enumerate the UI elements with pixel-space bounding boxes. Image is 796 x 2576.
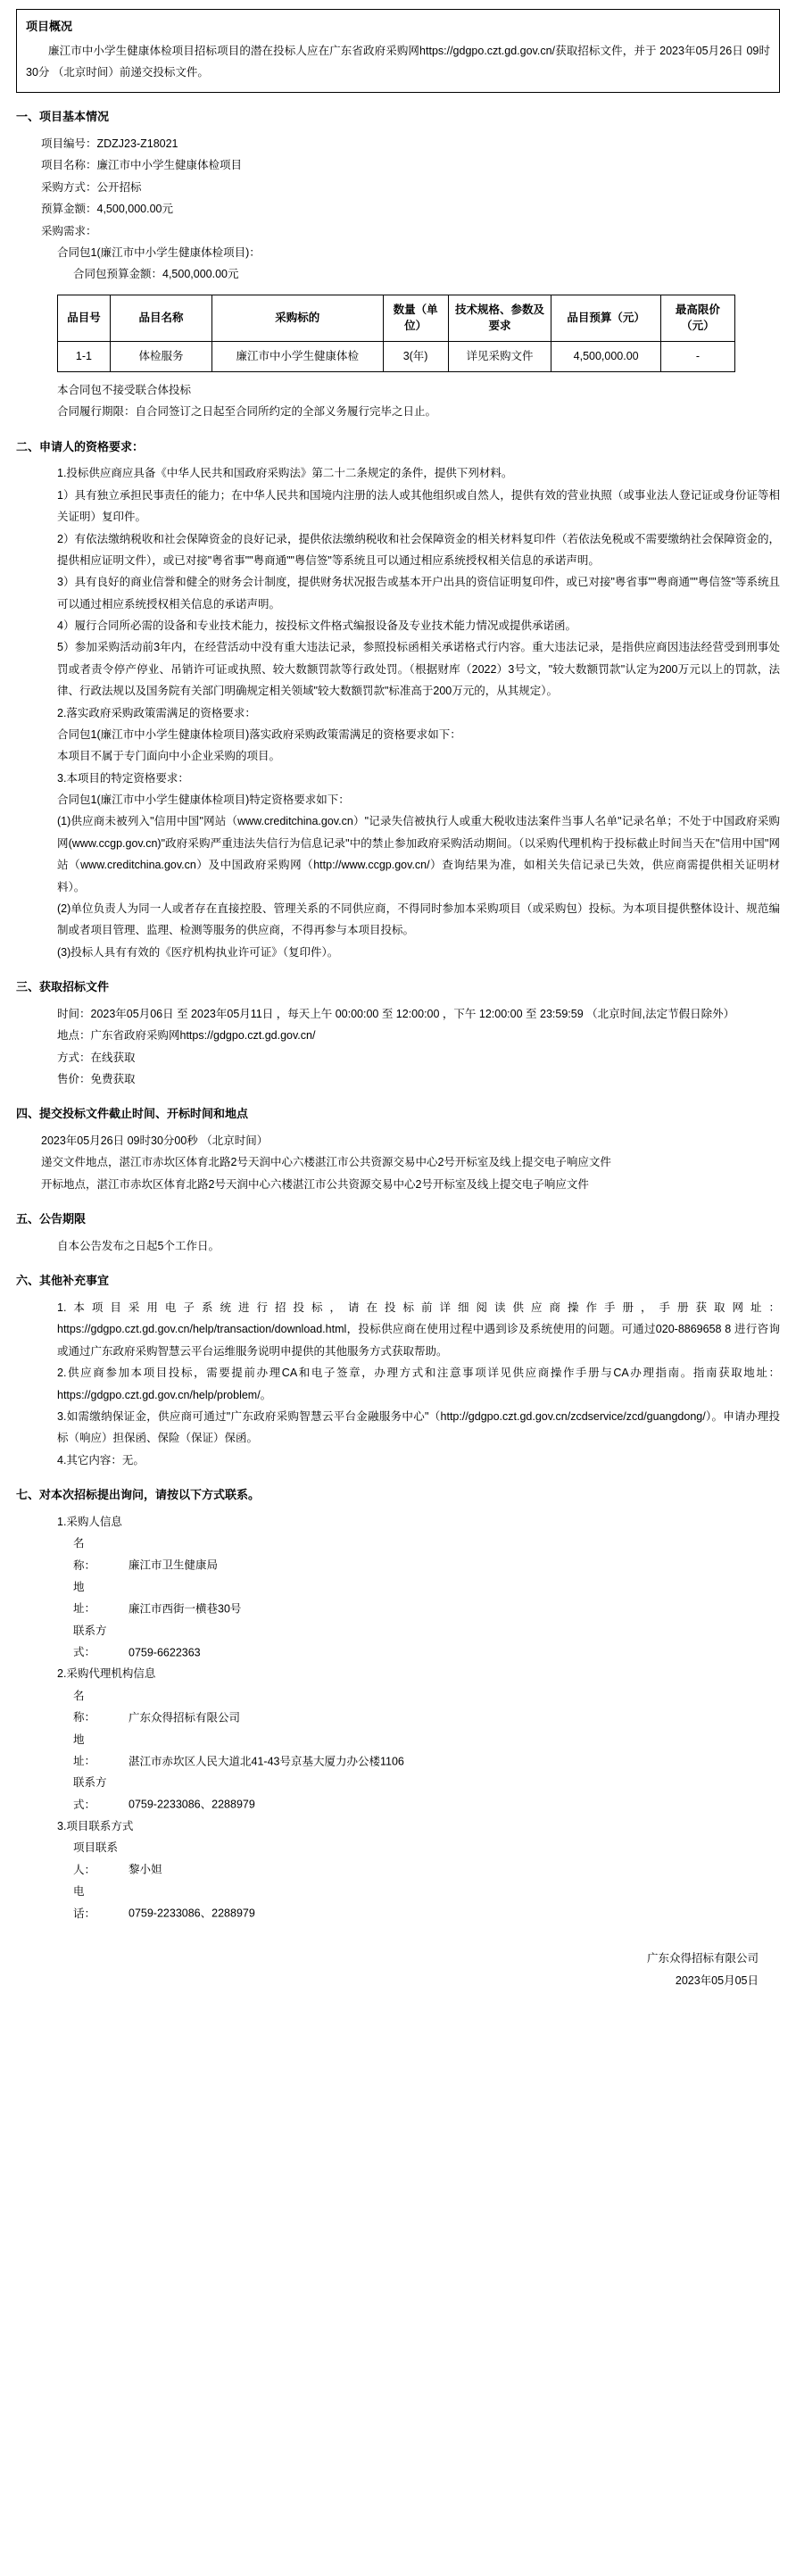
contract-period-note: 合同履行期限：自合同签订之日起至合同所约定的全部义务履行完毕之日止。 [57,405,437,419]
qual-item-1-1: 1）具有独立承担民事责任的能力；在中华人民共和国境内注册的法人或其他组织或自然人，提供有效的营业执照（或事业法人登记证或身份证等相关证明）复印件。 [57,488,780,524]
purchaser-contact-row [73,1620,780,1664]
purchaser-name-label: 名 称： [73,1537,107,1572]
purchaser-contact-value: 0759-6622363 [129,1646,201,1658]
project-contact-phone-label: 电 话： [73,1885,107,1920]
agency-contact-row [73,1772,780,1816]
bid-deadline: 2023年05月26日 09时30分00秒 （北京时间） [41,1134,269,1147]
purchaser-contact-label: 联系方式： [73,1624,107,1658]
project-name: 项目名称：廉江市中小学生健康体检项目 [41,159,243,172]
th-spec: 技术规格、参数及要求 [448,295,551,342]
qual-item-1-3: 3）具有良好的商业信誉和健全的财务会计制度，提供财务状况报告或基本开户出具的资信证明复印件，或已对接"粤省事""粤商通""粤信签"等系统且可以通过相应系统授权相关信息的承诺声明。 [57,576,780,611]
purchaser-address-row [73,1576,780,1620]
th-item-no: 品目号 [58,295,111,342]
supplement-item-3: 3.如需缴纳保证金，供应商可通过"广东政府采购智慧云平台金融服务中心"（http://gdgpo.czt.gd.gov.cn/zcdservice/zcd/guangdong/）。申请办理投标（响应）担保函、保险（保证）保函。 [57,1409,780,1445]
th-quantity: 数量（单位） [383,295,448,342]
doc-method: 方式：在线获取 [57,1051,136,1064]
agency-address-row [73,1729,780,1773]
qual-item-3-3: (3)投标人具有有效的《医疗机构执业许可证》（复印件）。 [57,945,339,959]
cell-item-no: 1-1 [58,342,111,372]
package-budget: 合同包预算金额：4,500,000.00元 [73,268,239,281]
submission-place: 递交文件地点，湛江市赤坎区体育北路2号天润中心六楼湛江市公共资源交易中心2号开标室及线上提交电子响应文件 [41,1156,611,1169]
th-budget: 品目预算（元） [551,295,660,342]
purchaser-name-value: 廉江市卫生健康局 [129,1558,219,1572]
project-contact-title: 3.项目联系方式 [57,1820,134,1832]
th-item-name: 品目名称 [110,295,211,342]
agency-contact-value: 0759-2233086、2288979 [129,1798,255,1811]
purchaser-address-label: 地 址： [73,1580,107,1616]
procurement-method: 采购方式：公开招标 [41,180,142,194]
footer-date: 2023年05月05日 [675,1974,759,1987]
cell-quantity: 3(年) [383,342,448,372]
supplement-item-2: 2.供应商参加本项目投标，需要提前办理CA和电子签章，办理方式和注意事项详见供应商操作手册与CA办理指南。指南获取地址：https://gdgpo.czt.gd.gov.cn/help/problem/。 [57,1367,780,1401]
agency-address-value: 湛江市赤坎区人民大道北41-43号京基大厦力办公楼1106 [129,1754,404,1767]
qual-item-1: 1.投标供应商应具备《中华人民共和国政府采购法》第二十二条规定的条件，提供下列材料。 [57,467,513,480]
qual-item-3-package: 合同包1(廉江市中小学生健康体检项目)特定资格要求如下： [57,794,350,806]
bid-opening-place: 开标地点，湛江市赤坎区体育北路2号天润中心六楼湛江市公共资源交易中心2号开标室及线上提交电子响应文件 [41,1177,589,1191]
section-6-heading: 六、其他补充事宜 [16,1274,110,1288]
no-consortium-note: 本合同包不接受联合体投标 [57,383,192,396]
qual-item-3-2: (2)单位负责人为同一人或者存在直接控股、管理关系的不同供应商，不得同时参加本采购项目（或采购包）投标。为本项目提供整体设计、规范编制或者项目管理、监理、检测等服务的供应商，不得再参与本项目投标。 [57,902,780,937]
project-contact-person-row [73,1837,780,1881]
agency-contact-label: 联系方式： [73,1776,107,1811]
purchaser-info-title: 1.采购人信息 [57,1515,122,1528]
qual-item-1-4: 4）履行合同所必需的设备和专业技术能力，按投标文件格式编报设备及专业技术能力情况或提供承诺函。 [57,619,576,632]
supplement-item-1: 1.本项目采用电子系统进行招投标，请在投标前详细阅读供应商操作手册，手册获取网址：https://gdgpo.czt.gd.gov.cn/help/transaction/download.html，投标供应商在使用过程中遇到诊及系统使用的问题。可通过020-8869658 8 进行咨询或通过广东政府采购智慧云平台运维服务说明申提供的其他服务方式获取帮助。 [57,1301,780,1358]
table-header-row [58,295,735,342]
project-contact-phone-value: 0759-2233086、2288979 [129,1907,255,1920]
supplement-item-4: 4.其它内容：无。 [57,1453,145,1467]
doc-time: 时间：2023年05月06日 至 2023年05月11日 ，每天上午 00:00:00 至 12:00:00 ，下午 12:00:00 至 23:59:59 （北京时间,法定节假日除外） [57,1007,735,1020]
qual-item-1-5: 5）参加采购活动前3年内，在经营活动中没有重大违法记录，参照投标函相关承诺格式行内容。重大违法记录，是指供应商因违法经营受到刑事处罚或者责令停产停业、吊销许可证或执照、较大数额罚款等行政处罚。（根据财库（2022）3号文，"较大数额罚款"认定为200万元以上的罚款，法律、行政法规以及国务院有关部门明确规定相关领域"较大数额罚款"标准高于200万元的，从其规定）。 [57,641,780,698]
section-5-heading: 五、公告期限 [16,1212,87,1226]
cell-target: 廉江市中小学生健康体检 [211,342,383,372]
project-contact-person-value: 黎小妲 [129,1863,162,1876]
announcement-period: 自本公告发布之日起5个工作日。 [57,1239,220,1252]
section-2-heading: 二、申请人的资格要求： [16,439,145,453]
package-title: 合同包1(廉江市中小学生健康体检项目)： [57,245,261,259]
cell-spec: 详见采购文件 [448,342,551,372]
cell-item-name: 体检服务 [110,342,211,372]
section-3-heading: 三、获取招标文件 [16,980,110,993]
budget-amount: 预算金额：4,500,000.00元 [41,203,173,216]
purchaser-address-value: 廉江市西街一横巷30号 [129,1602,242,1616]
project-code: 项目编号：ZDZJ23-Z18021 [41,137,178,150]
th-max-price: 最高限价（元） [660,295,734,342]
doc-price: 售价：免费获取 [57,1072,136,1085]
project-overview-box [16,9,780,93]
table-row [58,342,735,372]
qual-item-3-1: (1)供应商未被列入"信用中国"网站（www.creditchina.gov.cn）"记录失信被执行人或重大税收违法案件当事人名单"记录名单；不处于中国政府采购网(www.ccgp.gov.cn)"政府采购严重违法失信行为信息记录"中的禁止参加政府采购活动期间。（以采购代理机构于投标截止时间当天在"信用中国"网站（www.creditchina.gov.cn）及中国政府采购网（http://www.ccgp.gov.cn/）查询结果为准，如相关失信记录已失效，供应商需提供相关证明材料）。 [57,815,780,893]
footer-organization: 广东众得招标有限公司 [646,1951,759,1965]
overview-body: 廉江市中小学生健康体检项目招标项目的潜在投标人应在广东省政府采购网https://gdgpo.czt.gd.gov.cn/获取招标文件，并于 2023年05月26日 09时30分 （北京时间）前递交投标文件。 [26,44,770,79]
cell-max-price: - [660,342,734,372]
section-1-heading: 一、项目基本情况 [16,110,110,124]
items-table [57,295,735,372]
project-contact-person-label: 项目联系人： [73,1841,119,1876]
agency-address-label: 地 址： [73,1733,107,1767]
qual-item-3: 3.本项目的特定资格要求： [57,771,189,785]
qual-item-2: 2.落实政府采购政策需满足的资格要求： [57,706,256,719]
agency-name-row [73,1685,780,1729]
section-7-heading: 七、对本次招标提出询问，请按以下方式联系。 [16,1488,261,1501]
section-4-heading: 四、提交投标文件截止时间、开标时间和地点 [16,1107,249,1121]
agency-name-value: 广东众得招标有限公司 [129,1711,241,1724]
doc-location: 地点：广东省政府采购网https://gdgpo.czt.gd.gov.cn/ [57,1029,316,1043]
agency-name-label: 名 称： [73,1689,107,1724]
agency-info-title: 2.采购代理机构信息 [57,1667,156,1681]
th-target: 采购标的 [211,295,383,342]
overview-title: 项目概况 [26,20,73,33]
purchaser-name-row [73,1533,780,1576]
document-footer [16,1948,780,1992]
qual-item-1-2: 2）有依法缴纳税收和社会保障资金的良好记录，提供依法缴纳税收和社会保障资金的相关材料复印件（若依法免税或不需要缴纳社会保障资金的，提供相应证明文件），或已对接"粤省事""粤商通""粤信签"等系统且可以通过相应系统授权相关信息的承诺声明。 [57,532,780,567]
qual-item-2-package: 合同包1(廉江市中小学生健康体检项目)落实政府采购政策需满足的资格要求如下： [57,727,461,741]
cell-budget: 4,500,000.00 [551,342,660,372]
qual-item-2-sme: 本项目不属于专门面向中小企业采购的项目。 [57,750,281,763]
procurement-demand-label: 采购需求： [41,224,97,237]
project-contact-phone-row [73,1881,780,1924]
